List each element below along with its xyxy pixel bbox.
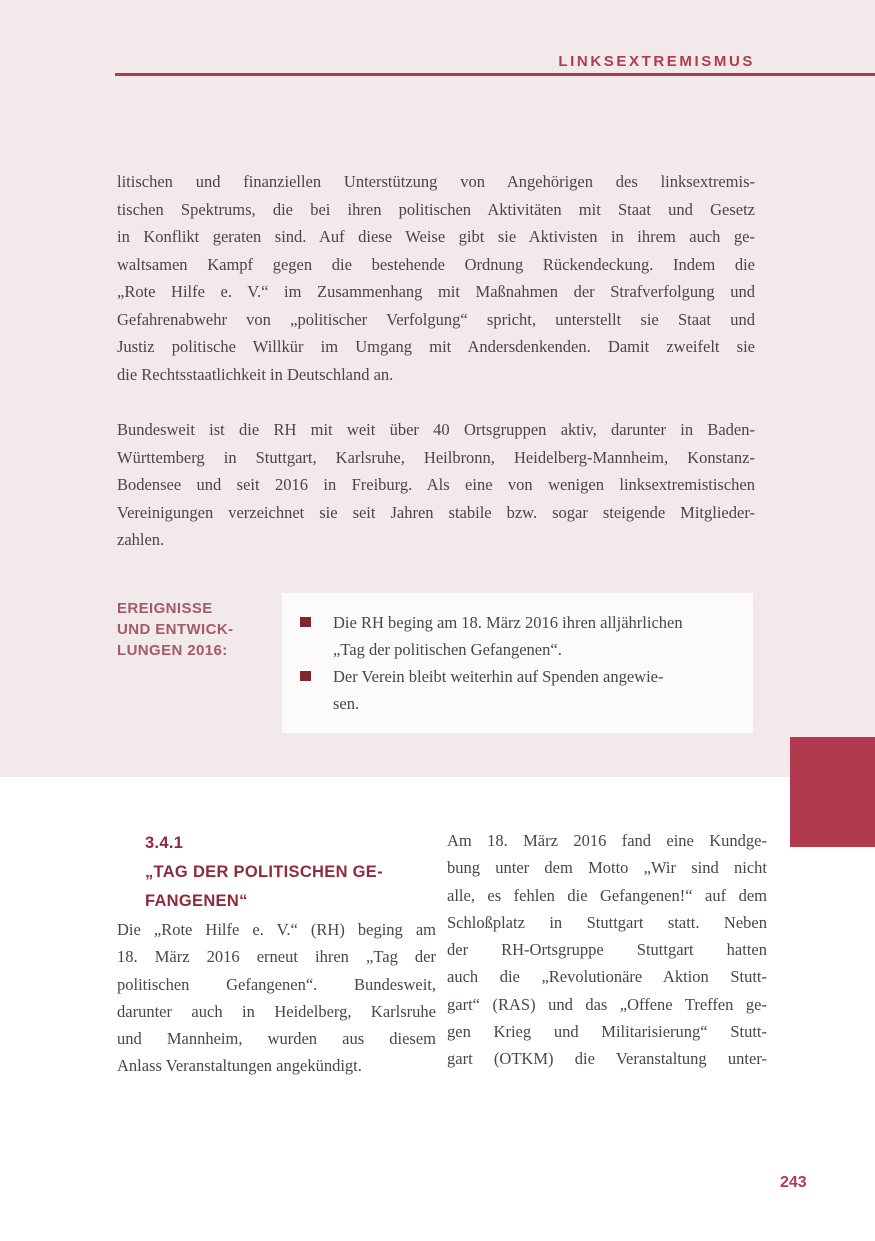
header-rule: [115, 73, 875, 76]
text-line: die Rechtsstaatlichkeit in Deutschland an.: [117, 364, 394, 384]
text-line: alle, es fehlen die Gefangenen!“ auf dem: [447, 885, 767, 905]
section-heading: [145, 829, 383, 916]
event-item-text: [333, 609, 683, 663]
text-line: Württemberg in Stuttgart, Karlsruhe, Heilbronn, Heidelberg-Mannheim, Konstanz-: [117, 447, 755, 467]
intro-paragraph-2: [117, 416, 755, 554]
text-line: „Tag der politischen Gefangenen“.: [333, 640, 562, 659]
square-bullet-icon: [300, 617, 311, 627]
text-line: auch die „Revolutionäre Aktion Stutt-: [447, 967, 767, 987]
event-item: [300, 609, 727, 663]
text-line: Die RH beging am 18. März 2016 ihren alljährlichen: [333, 613, 683, 632]
text-line: Vereinigungen verzeichnet sie seit Jahren stabile bzw. sogar steigende Mitglieder-: [117, 502, 755, 522]
text-line: „Rote Hilfe e. V.“ im Zusammenhang mit Maßnahmen der Strafverfolgung und: [117, 282, 755, 301]
text-line: gart (OTKM) die Veranstaltung unter-: [447, 1049, 767, 1069]
section-left-column: [117, 916, 436, 1080]
text-line: waltsamen Kampf gegen die bestehende Ordnung Rückendeckung. Indem die: [117, 254, 755, 274]
text-line: und Mannheim, wurden aus diesem: [117, 1029, 436, 1049]
events-highlight-box: [282, 593, 753, 733]
text-line: gen Krieg und Militarisierung“ Stutt-: [447, 1022, 767, 1042]
label-line: EREIGNISSE: [117, 600, 213, 617]
text-line: gart“ (RAS) und das „Offene Treffen ge-: [447, 994, 767, 1014]
text-line: Gefahrenabwehr von „politischer Verfolgung“ spricht, unterstellt sie Staat und: [117, 309, 755, 329]
chapter-edge-marker: [790, 737, 875, 847]
text-line: Die „Rote Hilfe e. V.“ (RH) beging am: [117, 920, 436, 939]
text-line: litischen und finanziellen Unterstützung von Angehörigen des linksextremis-: [117, 172, 755, 191]
text-line: bung unter dem Motto „Wir sind nicht: [447, 858, 767, 878]
text-line: der RH-Ortsgruppe Stuttgart hatten: [447, 940, 767, 960]
text-line: 18. März 2016 erneut ihren „Tag der: [117, 947, 436, 967]
text-line: in Konflikt geraten sind. Auf diese Weise gibt sie Aktivisten in ihrem auch ge-: [117, 227, 755, 246]
text-line: Justiz politische Willkür im Umgang mit Andersdenkenden. Damit zweifelt sie: [117, 337, 755, 356]
text-line: sen.: [333, 694, 360, 713]
events-sidebar-label: [117, 598, 233, 661]
event-item: [300, 663, 727, 717]
running-header-title: LINKSEXTREMISMUS: [558, 53, 755, 70]
text-line: Bundesweit ist die RH mit weit über 40 Ortsgruppen aktiv, darunter in Baden-: [117, 420, 755, 439]
section-number: 3.4.1: [145, 834, 184, 852]
section-title-line: „TAG DER POLITISCHEN GE-: [145, 863, 383, 881]
text-line: Bodensee und seit 2016 in Freiburg. Als eine von wenigen linksextremistischen: [117, 475, 755, 494]
section-right-column: [447, 827, 767, 1073]
page-number: 243: [780, 1174, 807, 1191]
square-bullet-icon: [300, 671, 311, 681]
text-line: zahlen.: [117, 530, 165, 549]
text-line: Anlass Veranstaltungen angekündigt.: [117, 1056, 362, 1076]
text-line: tischen Spektrums, die bei ihren politischen Aktivitäten mit Staat und Gesetz: [117, 199, 755, 219]
text-line: Am 18. März 2016 fand eine Kundge-: [447, 831, 767, 850]
label-line: UND ENTWICK-: [117, 621, 234, 638]
event-item-text: [333, 663, 664, 717]
text-line: Der Verein bleibt weiterhin auf Spenden angewie-: [333, 667, 664, 686]
label-line: LUNGEN 2016:: [117, 642, 228, 659]
intro-paragraph-1: [117, 168, 755, 388]
text-line: darunter auch in Heidelberg, Karlsruhe: [117, 1001, 436, 1021]
text-line: Schloßplatz in Stuttgart statt. Neben: [447, 912, 767, 932]
text-line: politischen Gefangenen“. Bundesweit,: [117, 974, 436, 994]
section-title-line: FANGENEN“: [145, 892, 248, 910]
